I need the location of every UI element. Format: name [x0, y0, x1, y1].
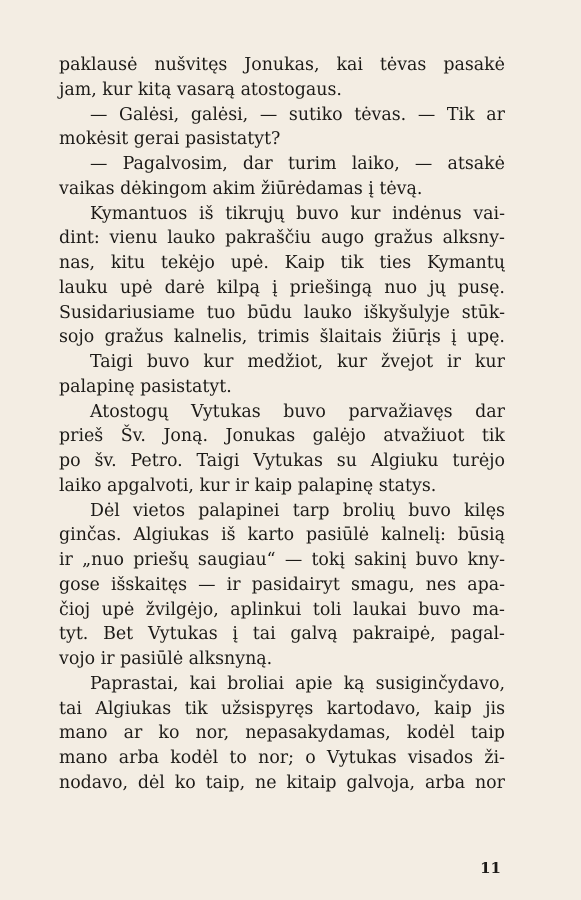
text-line: [59, 548, 505, 573]
word: Dėl: [90, 500, 120, 521]
word: parvažiavęs: [348, 401, 453, 422]
word: po: [59, 451, 81, 471]
word: nas,: [59, 253, 96, 273]
word: Jonukas: [225, 426, 296, 447]
word: Bet: [103, 624, 134, 645]
word: atvažiuot: [383, 426, 465, 447]
text-line: [59, 350, 505, 375]
word: ne: [255, 772, 277, 793]
word: Pagalvosim,: [122, 154, 228, 174]
word: išskaitęs: [110, 574, 188, 595]
word: buvo: [408, 500, 451, 521]
word: lauko: [303, 302, 352, 323]
word: laiko,: [351, 154, 400, 174]
word: broliai: [227, 673, 285, 694]
word: Joną.: [163, 426, 208, 447]
text-line: [59, 598, 505, 623]
word: tikrųjų: [225, 203, 285, 224]
text-line: [59, 400, 505, 425]
text-line: [59, 771, 505, 796]
text-line: [59, 746, 505, 771]
word: buvo: [296, 203, 339, 224]
word: trimis: [257, 327, 310, 348]
word: medžiot,: [247, 352, 324, 372]
word: —: [414, 154, 433, 174]
word: brolių: [342, 500, 395, 521]
word: tuo: [206, 302, 236, 323]
word: alksny-: [442, 228, 505, 249]
word: Galėsi,: [119, 104, 180, 125]
word: upė: [119, 277, 153, 298]
word: ko: [158, 723, 180, 744]
word: užsispyręs: [221, 698, 314, 719]
word: augo: [320, 228, 365, 249]
word: į: [272, 277, 278, 298]
word: Kaip: [284, 253, 325, 273]
word: arba: [118, 748, 159, 768]
text-line: [59, 721, 505, 746]
word: tai: [59, 698, 82, 719]
word: kilęs: [464, 500, 505, 521]
word: žvilgėjo,: [145, 599, 219, 620]
word: žvejot: [380, 352, 434, 372]
word: paklausė: [59, 55, 138, 75]
word: apie: [295, 673, 333, 694]
word: kitu: [110, 253, 146, 273]
word: tekėjo: [160, 253, 215, 273]
word: tai: [252, 624, 276, 645]
text-line: [59, 53, 505, 78]
word: jų: [429, 277, 446, 298]
word: tik: [340, 253, 364, 273]
word: nodavo,: [59, 772, 128, 793]
word: nor,: [195, 723, 230, 744]
word: pakraščiu: [225, 228, 312, 249]
word: turim: [287, 154, 337, 174]
text-line: [59, 325, 505, 350]
word: ir: [226, 574, 241, 595]
word: į: [450, 327, 457, 348]
word: nes: [425, 574, 457, 595]
word: mano: [59, 723, 108, 744]
word: gose: [59, 574, 100, 595]
word: ko: [174, 772, 196, 793]
word: iškyšulyje: [363, 302, 450, 323]
word: kai: [336, 55, 363, 75]
word: ties: [379, 253, 412, 273]
word: galėsi,: [190, 104, 249, 125]
word: Tik: [446, 104, 475, 125]
text-line: [59, 499, 505, 524]
word: ži-: [484, 748, 505, 768]
word: su: [336, 451, 357, 471]
text-line: [59, 276, 505, 301]
word: nuo: [384, 277, 418, 298]
word: sakinį: [354, 550, 407, 570]
text-line: jam, kur kitą vasarą atostogaus.: [59, 79, 342, 100]
word: Vytukas: [253, 451, 323, 471]
text-line: [59, 301, 505, 326]
word: žiūrįs: [392, 327, 441, 348]
word: vai-: [473, 203, 505, 224]
word: stūk-: [461, 302, 505, 323]
word: priešų: [133, 550, 189, 570]
word: tėvas: [379, 55, 427, 75]
word: Petro.: [130, 451, 183, 471]
word: nušvitęs: [154, 55, 228, 75]
word: saugiau“: [197, 550, 276, 570]
word: Šv.: [120, 426, 146, 447]
word: —: [90, 104, 108, 125]
word: kalnelis,: [173, 327, 248, 348]
text-line: [59, 449, 505, 474]
word: Atostogų: [90, 401, 169, 422]
word: upę.: [466, 327, 505, 348]
text-line: mokėsit gerai pasistatyt?: [59, 129, 281, 150]
word: susiginčydavo,: [375, 673, 505, 694]
word: vienu: [109, 228, 158, 249]
word: ir: [447, 352, 461, 372]
word: Paprastai,: [90, 673, 179, 694]
word: sojo: [59, 327, 95, 348]
word: šlaitais: [319, 327, 382, 348]
word: dėl: [137, 772, 165, 793]
word: kur: [474, 352, 505, 372]
word: Taigi: [90, 352, 133, 372]
word: buvo: [418, 599, 461, 620]
word: karto: [247, 525, 295, 546]
word: —: [417, 104, 436, 125]
word: „nuo: [82, 550, 125, 570]
word: toli: [312, 599, 342, 620]
word: kny-: [467, 550, 505, 570]
word: pakraipė,: [352, 624, 436, 645]
word: Kymantų: [426, 253, 505, 273]
word: o: [305, 748, 316, 768]
word: būdu: [247, 302, 292, 323]
word: kur: [350, 203, 381, 224]
word: ką: [343, 673, 365, 694]
word: buvo: [146, 352, 190, 372]
word: to: [229, 748, 247, 768]
word: čioj: [59, 599, 91, 620]
word: Taigi: [196, 451, 240, 471]
text-line: [59, 573, 505, 598]
text-line: [59, 697, 505, 722]
text-line: palapinę pasistatyt.: [59, 376, 232, 397]
word: upė.: [230, 253, 269, 273]
word: nepasakydamas,: [245, 723, 391, 744]
word: dar: [475, 401, 505, 422]
word: lauko: [167, 228, 216, 249]
word: galėjo: [312, 426, 366, 447]
word: kalnelį:: [380, 525, 446, 546]
text-line: vaikas dėkingom akim žiūrėdamas į tėvą.: [59, 178, 423, 199]
word: pagal-: [450, 624, 505, 645]
word: kur: [336, 352, 368, 372]
word: šv.: [94, 451, 117, 471]
word: iš: [221, 525, 236, 546]
word: lauku: [59, 277, 108, 298]
body-text: [59, 53, 505, 796]
word: pasidairyt: [251, 574, 340, 595]
word: nor;: [258, 748, 294, 768]
word: mano: [59, 748, 108, 768]
text-line: laiko apgalvoti, kur ir kaip palapinę statys.: [59, 475, 437, 496]
word: ginčas.: [59, 525, 122, 546]
word: ar: [123, 723, 143, 744]
word: tik: [481, 426, 505, 447]
word: dar: [242, 154, 273, 174]
word: ar: [486, 104, 505, 125]
word: dint:: [59, 228, 100, 249]
word: Vytukas: [326, 748, 397, 768]
word: galvoja,: [346, 772, 416, 793]
word: pasiūlė: [306, 525, 370, 546]
word: priešingą: [289, 277, 373, 298]
word: indėnus: [392, 203, 462, 224]
word: taip: [470, 723, 505, 744]
word: —: [259, 104, 278, 125]
word: kaip: [434, 698, 472, 719]
word: galvą: [290, 624, 338, 645]
word: būsią: [457, 525, 505, 546]
word: pusę.: [457, 277, 505, 298]
word: kodėl: [170, 748, 219, 768]
word: prieš: [59, 426, 104, 447]
word: turėjo: [452, 451, 505, 471]
word: tokį: [311, 550, 345, 570]
word: palapinei: [198, 500, 280, 521]
word: Algiuku: [370, 451, 439, 471]
word: Kymantuos: [90, 203, 188, 224]
text-line: vojo ir pasiūlė alksnyną.: [59, 649, 273, 669]
text-line: [59, 152, 505, 177]
word: Vytukas: [191, 401, 261, 422]
word: buvo: [415, 550, 459, 570]
word: buvo: [283, 401, 326, 422]
text-line: [59, 672, 505, 697]
text-line: [59, 523, 505, 548]
word: —: [90, 154, 108, 174]
word: jis: [485, 698, 505, 719]
word: kai: [189, 673, 217, 694]
word: Algiukas: [95, 698, 172, 719]
word: darė: [164, 277, 205, 298]
word: visados: [407, 748, 474, 768]
word: kartodavo,: [326, 698, 421, 719]
word: tik: [184, 698, 208, 719]
text-line: [59, 226, 505, 251]
word: ir: [59, 550, 73, 570]
text-line: [59, 424, 505, 449]
word: ma-: [472, 599, 505, 620]
word: apa-: [467, 574, 505, 595]
word: tyt.: [59, 624, 89, 645]
word: arba: [424, 772, 466, 793]
word: vietos: [133, 500, 186, 521]
word: tėvas.: [354, 104, 407, 125]
word: kodėl: [406, 723, 455, 744]
word: kitaip: [286, 772, 337, 793]
word: tarp: [292, 500, 330, 521]
word: kilpą: [216, 277, 260, 298]
word: į: [232, 624, 238, 645]
text-line: [59, 202, 505, 227]
word: —: [284, 550, 303, 570]
word: pasakė: [443, 55, 505, 75]
word: taip,: [205, 772, 246, 793]
word: Algiukas: [133, 525, 210, 546]
word: sutiko: [288, 104, 343, 125]
word: gražus: [104, 327, 164, 348]
word: laukai: [352, 599, 407, 620]
word: Susidariusiame: [59, 302, 195, 323]
word: kur: [203, 352, 234, 372]
word: nor: [474, 772, 505, 793]
page-number: 11: [480, 859, 501, 877]
text-line: [59, 251, 505, 276]
word: aplinkui: [230, 599, 302, 620]
word: —: [198, 574, 216, 595]
word: Vytukas: [147, 624, 218, 645]
word: smagu,: [350, 574, 415, 595]
word: gražus: [373, 228, 433, 249]
word: upė: [101, 599, 135, 620]
text-line: [59, 622, 505, 647]
word: Jonukas,: [244, 55, 320, 75]
word: atsakė: [447, 154, 505, 174]
word: iš: [199, 203, 214, 224]
text-line: [59, 103, 505, 128]
